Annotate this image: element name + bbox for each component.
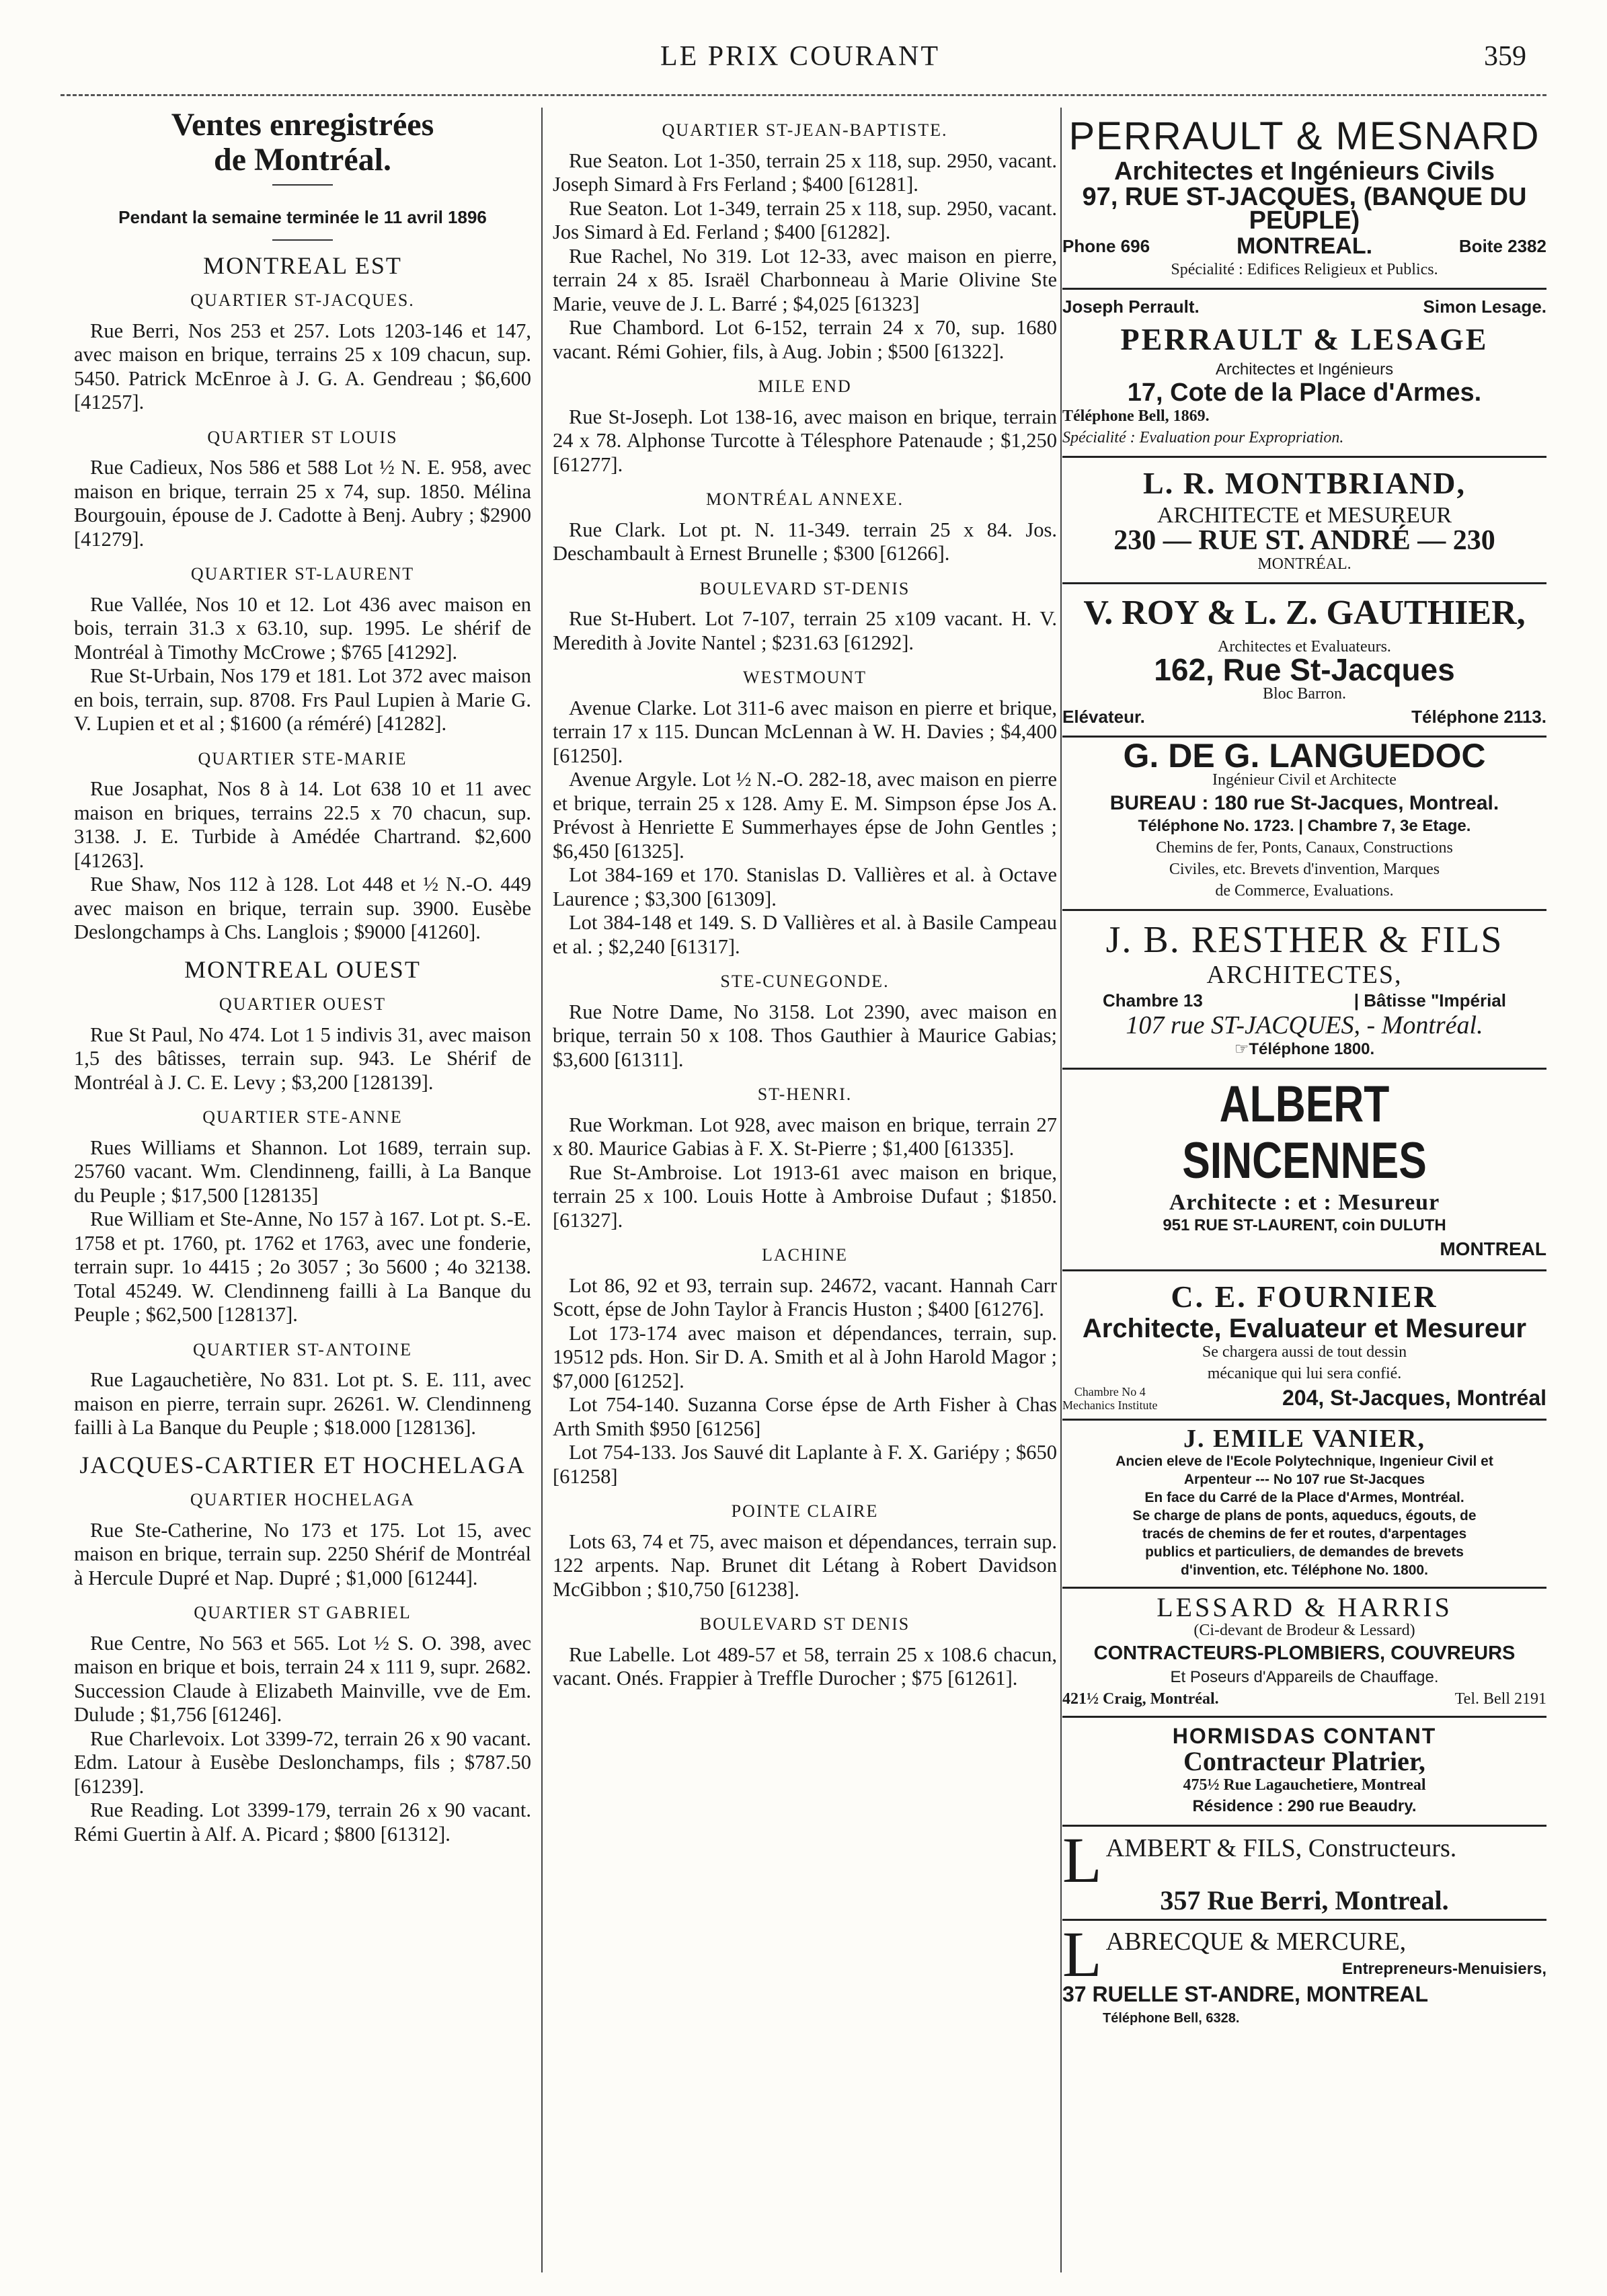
ad-desc: Chemins de fer, Ponts, Canaux, Constructions (1156, 839, 1453, 857)
sale-entry: Rue Seaton. Lot 1-349, terrain 25 x 118, sup. 2950, vacant. Jos Simard à Ed. Ferland ; $400 [61282]. (553, 196, 1057, 243)
ad-partner: Joseph Perrault. (1062, 296, 1200, 317)
quartier-heading: QUARTIER ST-JEAN-BAPTISTE. (662, 120, 948, 140)
sale-entry: Lot 754-133. Jos Sauvé dit Laplante à F. X. Gariépy ; $650 [61258] (553, 1441, 1057, 1488)
ad-address: 17, Cote de la Place d'Armes. (1127, 378, 1482, 407)
ad-box: Boite 2382 (1458, 235, 1546, 256)
district-heading: JACQUES-CARTIER ET HOCHELAGA (79, 1451, 526, 1478)
quartier-heading: ST-HENRI. (757, 1084, 853, 1104)
sale-entry: Rue Seaton. Lot 1-350, terrain 25 x 118, sup. 2950, vacant. Joseph Simard à Frs Ferland ; $400 [61281]. (553, 149, 1057, 196)
sale-entry: Rue Charlevoix. Lot 3399-72, terrain 26 x 90 vacant. Edm. Latour à Eusèbe Deslonchamps, fils ; $787.50 [61239]. (74, 1727, 531, 1798)
ad-trade: CONTRACTEURS-PLOMBIERS, COUVREURS (1093, 1642, 1516, 1664)
sale-entry: Rue St-Ambroise. Lot 1913-61 avec maison en brique, terrain 25 x 100. Louis Hotte à Ambroise Dufaut ; $1850. [61327]. (553, 1160, 1057, 1232)
ad-initial: L (1062, 1918, 1102, 1990)
ad-subtitle: ARCHITECTE et MESUREUR (1157, 503, 1452, 528)
quartier-heading: MONTRÉAL ANNEXE. (706, 489, 904, 509)
ad-line: Se charge de plans de ponts, aqueducs, égouts, de (1132, 1507, 1477, 1523)
quartier-heading: QUARTIER ST LOUIS (207, 427, 398, 447)
sale-entry: Rue St Paul, No 474. Lot 1 5 indivis 31, avec maison 1,5 des bâtisses, terrain sup. 943. Le Shérif de Montréal à J. C. E. Levy ; $3,200 [128139]. (74, 1023, 531, 1094)
ad-perrault-mesnard (1062, 108, 1546, 290)
sale-entry: Lot 754-140. Suzanna Corse épse de Arth Fisher à Chas Arth Smith $950 [61256] (553, 1393, 1057, 1440)
divider (272, 239, 333, 241)
column-divider (1060, 108, 1062, 2272)
quartier-heading: QUARTIER STE-MARIE (198, 748, 407, 768)
ad-trade: Et Poseurs d'Appareils de Chauffage. (1170, 1667, 1439, 1686)
quartier-heading: QUARTIER OUEST (219, 994, 387, 1014)
ad-phone: Téléphone 2113. (1411, 706, 1546, 727)
sale-entry: Lot 384-148 et 149. S. D Vallières et al. à Basile Campeau et al. ; $2,240 [61317]. (553, 911, 1057, 958)
ad-phone: Téléphone No. 1723. | Chambre 7, 3e Etage. (1138, 817, 1471, 835)
ad-residence: Résidence : 290 rue Beaudry. (1192, 1796, 1417, 1815)
ad-address: 107 rue ST-JACQUES, - Montréal. (1126, 1011, 1483, 1039)
quartier-heading: QUARTIER HOCHELAGA (190, 1490, 416, 1509)
ad-address: 97, RUE ST-JACQUES, (BANQUE DU PEUPLE) (1082, 182, 1527, 235)
sale-entry: Lot 384-169 et 170. Stanislas D. Vallières et al. à Octave Laurence ; $3,300 [61309]. (553, 863, 1057, 910)
ad-former: (Ci-devant de Brodeur & Lessard) (1193, 1622, 1415, 1639)
ad-line: publics et particuliers, de demandes de brevets (1145, 1544, 1464, 1560)
quartier-heading: WESTMOUNT (742, 668, 867, 687)
ad-desc: Civiles, etc. Brevets d'invention, Marques (1169, 861, 1440, 878)
sale-entry: Rue Berri, Nos 253 et 257. Lots 1203-146 et 147, avec maison en brique, terrains 25 x 109 chacun, sup. 5450. Patrick McEnroe à J. G. A. Gendreau ; $6,600 [41257]. (74, 319, 531, 413)
ad-room: Chambre 13 (1103, 990, 1203, 1011)
ad-desc: de Commerce, Evaluations. (1215, 882, 1394, 900)
ad-city: MONTREAL. (1236, 233, 1373, 259)
sale-entry: Lots 63, 74 et 75, avec maison et dépendances, terrain sup. 122 arpents. Nap. Brunet dit Létang à Robert Davidson McGibbon ; $10,750 [61238]. (553, 1530, 1057, 1601)
page-header (74, 32, 1526, 79)
ad-side: Mechanics Institute (1062, 1398, 1158, 1412)
ad-name: PERRAULT & LESAGE (1120, 321, 1489, 356)
quartier-heading: POINTE CLAIRE (731, 1501, 879, 1521)
ad-sincennes (1062, 1070, 1546, 1271)
sale-entry: Rue Josaphat, Nos 8 à 14. Lot 638 10 et 11 avec maison en briques, terrains 22.5 x 70 chacun, sup. 3138. J. E. Turbide à Amédée Chartrand. $2,600 [41263]. (74, 777, 531, 872)
ad-subtitle: Architectes et Evaluateurs. (1218, 638, 1391, 656)
ad-desc: Se chargera aussi de tout dessin (1202, 1343, 1407, 1361)
ad-specialty: Spécialité : Evaluation pour Expropriation. (1062, 429, 1344, 446)
ad-address: 204, St-Jacques, Montréal (1282, 1386, 1546, 1411)
ad-address: 162, Rue St-Jacques (1154, 652, 1455, 687)
sale-entry: Rue Vallée, Nos 10 et 12. Lot 436 avec maison en bois, terrain 31.3 x 63.10, sup. 1995. Le shérif de Montréal à Timothy McCrowe ; $765 [41292]. (74, 592, 531, 664)
sale-entry: Rue Chambord. Lot 6-152, terrain 24 x 70, sup. 1680 vacant. Rémi Gohier, fils, à Aug. Jobin ; $500 [61322]. (553, 316, 1057, 363)
ad-subtitle: Architectes et Ingénieurs Civils (1114, 157, 1495, 186)
ad-fournier (1062, 1271, 1546, 1421)
sale-entry: Rues Williams et Shannon. Lot 1689, terrain sup. 25760 vacant. Wm. Clendinneng, failli, à La Banque du Peuple ; $17,500 [128135] (74, 1136, 531, 1207)
sale-entry: Rue Lagauchetière, No 831. Lot pt. S. E. 111, avec maison en pierre, terrain supr. 26261. W. Clendinneng failli à La Banque du Peuple ; $18.000 [128136]. (74, 1368, 531, 1439)
sale-entry: Rue Ste-Catherine, No 173 et 175. Lot 15, avec maison en brique, terrain sup. 2250 Shérif de Montréal à Hercule Dupré et Nap. Dupré ; $1,000 [61244]. (74, 1518, 531, 1589)
ad-name: C. E. FOURNIER (1171, 1279, 1438, 1314)
ad-lessard-harris (1062, 1589, 1546, 1718)
ad-name: LESSARD & HARRIS (1157, 1591, 1452, 1622)
ad-subtitle: Ingénieur Civil et Architecte (1212, 770, 1397, 789)
ad-name: ABRECQUE & MERCURE, (1105, 1928, 1407, 1956)
ad-phone: Tel. Bell 2191 (1454, 1690, 1546, 1708)
sale-entry: Rue St-Hubert. Lot 7-107, terrain 25 x109 vacant. H. V. Meredith à Jovite Nantel ; $231.63 [61292]. (553, 607, 1057, 654)
ad-name: J. EMILE VANIER, (1183, 1425, 1425, 1453)
sales-column-2 (553, 108, 1057, 2272)
advertisements-column (1062, 108, 1546, 2272)
quartier-heading: MILE END (758, 377, 852, 396)
quartier-heading: STE-CUNEGONDE. (720, 972, 890, 991)
sale-entry: Rue Workman. Lot 928, avec maison en brique, terrain 27 x 80. Maurice Gabias à F. X. St-Pierre ; $1,400 [61335]. (553, 1113, 1057, 1160)
quartier-heading: QUARTIER ST-JACQUES. (190, 290, 415, 310)
sale-entry: Lot 86, 92 et 93, terrain sup. 24672, vacant. Hannah Carr Scott, épse de John Taylor à Francis Huston ; $400 [61276]. (553, 1273, 1057, 1320)
ad-phone: Téléphone Bell, 6328. (1103, 2010, 1240, 2026)
ad-address: 230 — RUE ST. ANDRÉ — 230 (1113, 524, 1495, 556)
column-title: Ventes enregistrées (171, 108, 434, 143)
sale-entry: Avenue Argyle. Lot ½ N.-O. 282-18, avec maison en pierre et brique, terrain 25 x 128. Amy E. M. Simpson épse Jos A. Prévost à Henriette E Summerhayes épse de John Gentles ; $6,450 [61325]. (553, 768, 1057, 863)
ad-line: Ancien eleve de l'Ecole Polytechnique, Ingenieur Civil et (1115, 1453, 1493, 1469)
ad-line: tracés de chemins de fer et routes, d'arpentages (1142, 1526, 1467, 1542)
ad-contant (1062, 1718, 1546, 1827)
ad-building: Bloc Barron. (1263, 684, 1346, 703)
ad-subtitle: Architecte : et : Mesureur (1169, 1189, 1440, 1215)
pointing-hand-icon: ☞ (1234, 1039, 1249, 1058)
ad-name: V. ROY & L. Z. GAUTHIER, (1083, 594, 1526, 632)
ad-specialty: Spécialité : Edifices Religieux et Publics. (1171, 261, 1438, 278)
sale-entry: Rue Labelle. Lot 489-57 et 58, terrain 25 x 108.6 chacun, vacant. Onés. Frappier à Treffle Durocher ; $75 [61261]. (553, 1642, 1057, 1690)
ad-lambert (1062, 1827, 1546, 1922)
sale-entry: Rue Reading. Lot 3399-179, terrain 26 x 90 vacant. Rémi Guertin à Alf. A. Picard ; $800 [61312]. (74, 1798, 531, 1846)
week-notice: Pendant la semaine terminée le 11 avril 1896 (118, 207, 487, 227)
page-number: 359 (1484, 41, 1526, 72)
ad-elevator: Elévateur. (1062, 706, 1145, 727)
ad-address: 357 Rue Berri, Montreal. (1160, 1885, 1449, 1915)
ad-name: L. R. MONTBRIAND, (1143, 466, 1466, 500)
ad-initial: L (1062, 1831, 1102, 1889)
sale-entry: Rue St-Joseph. Lot 138-16, avec maison en brique, terrain 24 x 78. Alphonse Turcotte à Télesphore Patenaude ; $1,250 [61277]. (553, 405, 1057, 476)
quartier-heading: BOULEVARD ST-DENIS (699, 578, 910, 598)
ad-roy-gauthier (1062, 584, 1546, 738)
sale-entry: Rue Shaw, Nos 112 à 128. Lot 448 et ½ N.-O. 449 avec maison en brique, terrain sup. 3900. Eusèbe Deslongchamps à Chs. Langlois ; $9000 [41260]. (74, 873, 531, 943)
ad-languedoc (1062, 738, 1546, 911)
ad-address: 421½ Craig, Montréal. (1062, 1690, 1219, 1708)
ad-office: BUREAU : 180 rue St-Jacques, Montreal. (1109, 791, 1499, 814)
ad-trade: Contracteur Platrier, (1183, 1746, 1425, 1776)
ad-building: | Bâtisse "Impérial (1354, 990, 1506, 1011)
quartier-heading: BOULEVARD ST DENIS (699, 1614, 910, 1634)
ad-subtitle: ARCHITECTES, (1206, 961, 1403, 989)
ad-resther (1062, 911, 1546, 1070)
sales-column-1 (74, 108, 531, 2272)
sale-entry: Rue Centre, No 563 et 565. Lot ½ S. O. 398, avec maison en brique et bois, terrain 24 x 111 9, supr. 2682. Succession Claude à Elizabeth Mainville, vve de Em. Dulude ; $1,756 [61246]. (74, 1631, 531, 1726)
ad-line: En face du Carré de la Place d'Armes, Montréal. (1144, 1489, 1464, 1505)
ad-partner: Simon Lesage. (1423, 296, 1546, 317)
district-heading: MONTREAL OUEST (184, 955, 421, 983)
quartier-heading: QUARTIER ST-LAURENT (190, 564, 415, 584)
ad-address: 951 RUE ST-LAURENT, coin DULUTH (1163, 1216, 1446, 1234)
ad-desc: mécanique qui lui sera confié. (1207, 1365, 1402, 1382)
sale-entry: Lot 173-174 avec maison et dépendances, terrain, sup. 19512 pds. Hon. Sir D. A. Smith et al à John Harold Magor ; $7,000 [61252]. (553, 1321, 1057, 1392)
quartier-heading: LACHINE (761, 1245, 849, 1265)
column-title: de Montréal. (214, 142, 391, 177)
quartier-heading: QUARTIER ST GABRIEL (194, 1603, 411, 1622)
quartier-heading: QUARTIER STE-ANNE (202, 1107, 403, 1127)
ad-city: MONTRÉAL. (1257, 555, 1351, 573)
sale-entry: Avenue Clarke. Lot 311-6 avec maison en pierre et brique, terrain 17 x 115. Duncan McLennan à W. H. Davies ; $4,400 [61250]. (553, 696, 1057, 767)
quartier-heading: QUARTIER ST-ANTOINE (192, 1339, 413, 1359)
ad-phone: Téléphone Bell, 1869. (1062, 407, 1210, 425)
ad-name: AMBERT & FILS, Constructeurs. (1105, 1833, 1457, 1862)
ad-labrecque (1062, 1918, 1546, 2037)
ad-side: Chambre No 4 (1074, 1385, 1146, 1398)
ad-montbriand (1062, 458, 1546, 584)
sale-entry: Rue William et Ste-Anne, No 157 à 167. Lot pt. S.-E. 1758 et pt. 1760, pt. 1762 et 1763, avec une fonderie, terrain supr. 1o 4415 ; 2o 3057 ; 3o 5600 ; 4o 32138. Total 45249. W. Clendinneng failli à La Banque du Peuple ; $62,500 [128137]. (74, 1208, 531, 1326)
divider (272, 184, 333, 186)
ad-phone: Phone 696 (1062, 235, 1150, 256)
ad-name: HORMISDAS CONTANT (1172, 1723, 1437, 1748)
ad-city: MONTREAL (1440, 1238, 1546, 1259)
ad-name: PERRAULT & MESNARD (1068, 114, 1540, 158)
running-title: LE PRIX COURANT (660, 41, 940, 72)
ad-name: ALBERT SINCENNES (1182, 1075, 1427, 1189)
header-rule (61, 94, 1546, 96)
ad-address: 37 RUELLE ST-ANDRE, MONTREAL (1062, 1982, 1429, 2006)
ad-line: Arpenteur --- No 107 rue St-Jacques (1183, 1471, 1425, 1487)
sale-entry: Rue St-Urbain, Nos 179 et 181. Lot 372 avec maison en bois, terrain, sup. 8708. Frs Paul Lupien à Marie G. V. Lupien et et al ; $1600 (a réméré) [41282]. (74, 664, 531, 735)
ad-name: G. DE G. LANGUEDOC (1123, 737, 1486, 775)
sale-entry: Rue Cadieux, Nos 586 et 588 Lot ½ N. E. 958, avec maison en brique, terrain 25 x 74, sup. 1850. Mélina Bourgouin, épouse de J. Cadotte à Benj. Aubry ; $2900 [41279]. (74, 456, 531, 551)
ad-line: d'invention, etc. Téléphone No. 1800. (1181, 1562, 1428, 1578)
ad-phone: ☞Téléphone 1800. (1234, 1039, 1375, 1058)
sale-entry: Rue Rachel, No 319. Lot 12-33, avec maison en pierre, terrain 24 x 85. Israël Charbonneau à Marie Olivine Ste Marie, veuve de J. L. Barré ; $4,025 [61323] (553, 244, 1057, 315)
ad-address: 475½ Rue Lagauchetiere, Montreal (1183, 1776, 1426, 1794)
sale-entry: Rue Clark. Lot pt. N. 11-349. terrain 25 x 84. Jos. Deschambault à Ernest Brunelle ; $300 [61266]. (553, 518, 1057, 565)
ad-perrault-lesage (1062, 290, 1546, 458)
sale-entry: Rue Notre Dame, No 3158. Lot 2390, avec maison en brique, terrain 50 x 108. Thos Gauthier à Maurice Gabias; $3,600 [61311]. (553, 1000, 1057, 1071)
ad-subtitle: Architectes et Ingénieurs (1215, 360, 1394, 379)
district-heading: MONTREAL EST (203, 251, 402, 279)
column-divider (541, 108, 543, 2272)
ad-trade: Entrepreneurs-Menuisiers, (1341, 1960, 1546, 1978)
ad-vanier (1062, 1421, 1546, 1589)
ad-name: J. B. RESTHER & FILS (1105, 919, 1503, 961)
ad-subtitle: Architecte, Evaluateur et Mesureur (1082, 1313, 1527, 1343)
